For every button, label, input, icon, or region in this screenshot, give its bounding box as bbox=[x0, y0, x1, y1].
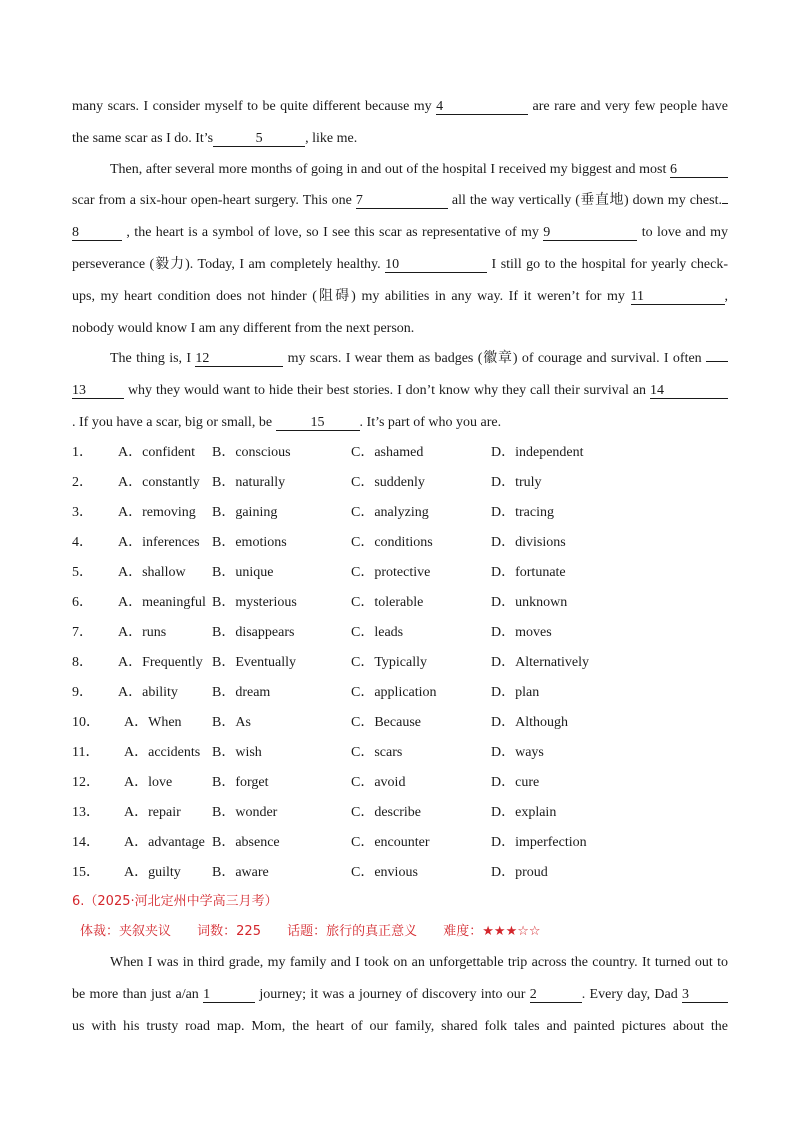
option-c[interactable]: C．tolerable bbox=[351, 595, 424, 610]
option-a[interactable]: A．ability bbox=[118, 685, 178, 700]
option-b[interactable]: B．dream bbox=[212, 685, 271, 700]
option-c[interactable]: C．suddenly bbox=[351, 475, 425, 490]
question-number: 8． bbox=[72, 655, 93, 670]
question-number: 12． bbox=[72, 775, 100, 790]
question-row bbox=[72, 864, 728, 882]
passage-line: ups, my heart condition does not hinder (阻碍) my abilities in any way. If it weren’t for my 11 , bbox=[72, 289, 728, 304]
option-b[interactable]: B．mysterious bbox=[212, 595, 297, 610]
question-row bbox=[72, 714, 728, 732]
blank-4[interactable]: 4 bbox=[436, 99, 528, 115]
question-number: 6． bbox=[72, 595, 93, 610]
question-number: 9． bbox=[72, 685, 93, 700]
question-row bbox=[72, 774, 728, 792]
option-b[interactable]: B．wish bbox=[212, 745, 262, 760]
question-row bbox=[72, 534, 728, 552]
option-b[interactable]: B．emotions bbox=[212, 535, 287, 550]
question-number: 15． bbox=[72, 865, 100, 880]
question-number: 10． bbox=[72, 715, 100, 730]
option-c[interactable]: C．scars bbox=[351, 745, 403, 760]
option-b[interactable]: B．aware bbox=[212, 865, 269, 880]
option-a[interactable]: A．inferences bbox=[118, 535, 200, 550]
passage-line: 8 , the heart is a symbol of love, so I see this scar as representative of my 9 to love and my bbox=[72, 225, 728, 240]
passage-line: The thing is, I 12 my scars. I wear them as badges (徽章) of courage and survival. I often bbox=[72, 350, 728, 368]
passage-line: nobody would know I am any different from the next person. bbox=[72, 321, 415, 336]
question-number: 13． bbox=[72, 805, 100, 820]
option-b[interactable]: B．As bbox=[212, 715, 251, 730]
option-c[interactable]: C．avoid bbox=[351, 775, 406, 790]
option-d[interactable]: D．tracing bbox=[491, 505, 554, 520]
option-b[interactable]: B．forget bbox=[212, 775, 269, 790]
option-c[interactable]: C．envious bbox=[351, 865, 418, 880]
blank-6[interactable]: 6 bbox=[670, 162, 728, 178]
option-b[interactable]: B．Eventually bbox=[212, 655, 296, 670]
option-b[interactable]: B．disappears bbox=[212, 625, 295, 640]
option-a[interactable]: A．advantage bbox=[124, 835, 205, 850]
option-d[interactable]: D．fortunate bbox=[491, 565, 566, 580]
blank-13[interactable]: 13 bbox=[72, 383, 124, 399]
difficulty-label: 难度：★★★☆☆ bbox=[443, 924, 541, 939]
option-b[interactable]: B．gaining bbox=[212, 505, 278, 520]
blank-5[interactable]: 5 bbox=[213, 131, 305, 147]
section-meta bbox=[80, 924, 563, 940]
option-c[interactable]: C．protective bbox=[351, 565, 431, 580]
passage-line: us with his trusty road map. Mom, the heart of our family, shared folk tales and painted pictures about the bbox=[72, 1019, 728, 1034]
option-c[interactable]: C．Typically bbox=[351, 655, 428, 670]
word-count-label: 词数：225 bbox=[197, 924, 261, 939]
option-d[interactable]: D．cure bbox=[491, 775, 540, 790]
blank-14[interactable]: 14 bbox=[650, 383, 728, 399]
question-row bbox=[72, 624, 728, 642]
option-c[interactable]: C．describe bbox=[351, 805, 421, 820]
blank-7[interactable]: 7 bbox=[356, 193, 448, 209]
option-b[interactable]: B．conscious bbox=[212, 445, 291, 460]
section-source: 6.（2025·河北定州中学高三月考） bbox=[72, 894, 278, 909]
passage-line: the same scar as I do. It’s 5 , like me. bbox=[72, 131, 358, 146]
blank-8[interactable]: 8 bbox=[72, 225, 122, 241]
option-c[interactable]: C．leads bbox=[351, 625, 404, 640]
blank-6-1[interactable]: 1 bbox=[203, 987, 255, 1003]
question-number: 2． bbox=[72, 475, 93, 490]
option-c[interactable]: C．analyzing bbox=[351, 505, 429, 520]
passage-line: 13 why they would want to hide their best stories. I don’t know why they call their survival an 14 bbox=[72, 382, 728, 400]
option-a[interactable]: A．removing bbox=[118, 505, 196, 520]
blank-15[interactable]: 15 bbox=[276, 415, 360, 431]
blank-13-start[interactable] bbox=[706, 361, 728, 362]
option-d[interactable]: D．moves bbox=[491, 625, 552, 640]
question-row bbox=[72, 474, 728, 492]
option-b[interactable]: B．naturally bbox=[212, 475, 286, 490]
passage-line: scar from a six-hour open-heart surgery. This one 7 all the way vertically (垂直地) down my chest. bbox=[72, 192, 728, 210]
option-b[interactable]: B．unique bbox=[212, 565, 274, 580]
option-a[interactable]: A．meaningful bbox=[118, 595, 206, 610]
option-d[interactable]: D．proud bbox=[491, 865, 548, 880]
question-number: 4． bbox=[72, 535, 93, 550]
option-d[interactable]: D．plan bbox=[491, 685, 540, 700]
option-a[interactable]: A．shallow bbox=[118, 565, 186, 580]
blank-9[interactable]: 9 bbox=[543, 225, 637, 241]
option-d[interactable]: D．divisions bbox=[491, 535, 566, 550]
passage-line: many scars. I consider myself to be quite different because my 4 are rare and very few people have bbox=[72, 99, 728, 114]
blank-12[interactable]: 12 bbox=[195, 351, 283, 367]
blank-10[interactable]: 10 bbox=[385, 257, 487, 273]
option-a[interactable]: A．constantly bbox=[118, 475, 200, 490]
question-number: 11． bbox=[72, 745, 100, 760]
passage-line: Then, after several more months of going in and out of the hospital I received my biggest and most 6 bbox=[72, 161, 728, 179]
passage-line: When I was in third grade, my family and I took on an unforgettable trip across the country. It turned out to bbox=[110, 955, 728, 970]
option-d[interactable]: D．imperfection bbox=[491, 835, 587, 850]
option-c[interactable]: C．ashamed bbox=[351, 445, 424, 460]
question-row bbox=[72, 804, 728, 822]
option-a[interactable]: A．runs bbox=[118, 625, 167, 640]
option-d[interactable]: D．Although bbox=[491, 715, 568, 730]
option-d[interactable]: D．unknown bbox=[491, 595, 568, 610]
blank-11[interactable]: 11 bbox=[631, 289, 725, 305]
option-c[interactable]: C．conditions bbox=[351, 535, 433, 550]
option-a[interactable]: A．When bbox=[124, 715, 182, 730]
question-number: 14． bbox=[72, 835, 100, 850]
question-number: 7． bbox=[72, 625, 93, 640]
option-a[interactable]: A．Frequently bbox=[118, 655, 203, 670]
genre-label: 体裁：夹叙夹议 bbox=[80, 924, 172, 939]
question-row bbox=[72, 504, 728, 522]
option-c[interactable]: C．Because bbox=[351, 715, 421, 730]
blank-6-3[interactable]: 3 bbox=[682, 987, 728, 1003]
question-row bbox=[72, 834, 728, 852]
option-d[interactable]: D．independent bbox=[491, 445, 584, 460]
option-c[interactable]: C．application bbox=[351, 685, 437, 700]
question-row bbox=[72, 744, 728, 762]
topic-label: 话题：旅行的真正意义 bbox=[287, 924, 418, 939]
option-d[interactable]: D．ways bbox=[491, 745, 544, 760]
option-b[interactable]: B．wonder bbox=[212, 805, 278, 820]
option-b[interactable]: B．absence bbox=[212, 835, 280, 850]
blank-8-start[interactable] bbox=[722, 203, 728, 204]
option-d[interactable]: D．truly bbox=[491, 475, 542, 490]
option-a[interactable]: A．accidents bbox=[124, 745, 201, 760]
question-row bbox=[72, 684, 728, 702]
passage-line: perseverance (毅力). Today, I am completely healthy. 10 I still go to the hospital for yearly check- bbox=[72, 257, 728, 272]
question-row bbox=[72, 564, 728, 582]
passage-line: . If you have a scar, big or small, be 15 . It’s part of who you are. bbox=[72, 415, 502, 430]
option-a[interactable]: A．confident bbox=[118, 445, 195, 460]
question-number: 3． bbox=[72, 505, 93, 520]
question-row bbox=[72, 654, 728, 672]
blank-6-2[interactable]: 2 bbox=[530, 987, 582, 1003]
option-d[interactable]: D．explain bbox=[491, 805, 557, 820]
question-row bbox=[72, 594, 728, 612]
option-d[interactable]: D．Alternatively bbox=[491, 655, 589, 670]
option-a[interactable]: A．repair bbox=[124, 805, 181, 820]
question-number: 1． bbox=[72, 445, 93, 460]
option-c[interactable]: C．encounter bbox=[351, 835, 430, 850]
question-row bbox=[72, 444, 728, 462]
question-number: 5． bbox=[72, 565, 93, 580]
option-a[interactable]: A．love bbox=[124, 775, 173, 790]
passage-line: be more than just a/an 1 journey; it was a journey of discovery into our 2 . Every day, Dad 3 bbox=[72, 986, 728, 1004]
option-a[interactable]: A．guilty bbox=[124, 865, 181, 880]
